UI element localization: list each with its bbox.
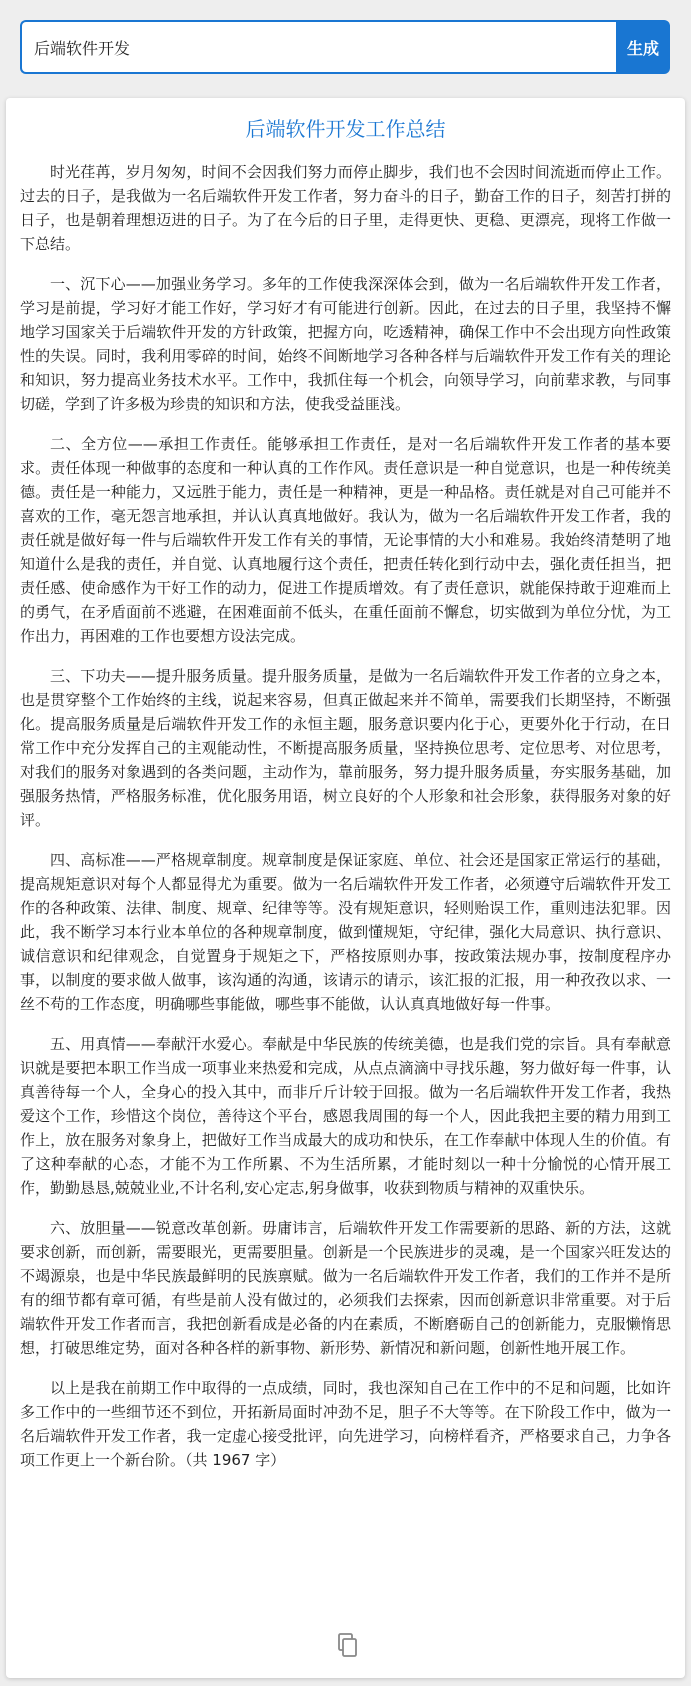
article-paragraph: 四、高标准——严格规章制度。规章制度是保证家庭、单位、社会还是国家正常运行的基础，提高规矩意识对每个人都显得尤为重要。做为一名后端软件开发工作者，必须遵守后端软件开发工作的各种政策、法律、制度、规章、纪律等等。没有规矩意识，轻则贻误工作，重则违法犯罪。因此，我不断学习本行业本单位的各种规章制度，做到懂规矩，守纪律，强化大局意识、执行意识、诚信意识和纪律观念，自觉置身于规矩之下，严格按原则办事，按政策法规办事，按制度程序办事，以制度的要求做人做事，该沟通的沟通，该请示的请示，该汇报的汇报，用一种孜孜以求、一丝不苟的工作态度，明确哪些事能做，哪些事不能做，认认真真地做好每一件事。 bbox=[20, 851, 671, 1013]
article-title: 后端软件开发工作总结 bbox=[245, 117, 446, 141]
copy-icon bbox=[336, 1632, 360, 1658]
article-paragraph: 以上是我在前期工作中取得的一点成绩，同时，我也深知自己在工作中的不足和问题，比如许多工作中的一些细节还不到位，开拓新局面时冲劲不足，胆子不大等等。在下阶段工作中，做为一名后端软件开发工作者，我一定虚心接受批评，向先进学习，向榜样看齐，严格要求自己，力争各项工作更上一个新台阶。（共 1967 字） bbox=[20, 1379, 671, 1469]
search-bar bbox=[20, 20, 670, 74]
article-paragraph: 三、下功夫——提升服务质量。提升服务质量，是做为一名后端软件开发工作者的立身之本，也是贯穿整个工作始终的主线，说起来容易，但真正做起来并不简单，需要我们长期坚持，不断强化。提高服务质量是后端软件开发工作的永恒主题，服务意识要内化于心，更要外化于行动，在日常工作中充分发挥自己的主观能动性，不断提高服务质量，坚持换位思考、定位思考、对位思考，对我们的服务对象遇到的各类问题，主动作为，靠前服务，努力提升服务质量，夯实服务基础，加强服务热情，严格服务标准，优化服务用语，树立良好的个人形象和社会形象，获得服务对象的好评。 bbox=[20, 667, 671, 829]
article-paragraph: 五、用真情——奉献汗水爱心。奉献是中华民族的传统美德，也是我们党的宗旨。具有奉献意识就是要把本职工作当成一项事业来热爱和完成，从点点滴滴中寻找乐趣，努力做好每一件事，认真善待每一个人，全身心的投入其中，而非斤斤计较于回报。做为一名后端软件开发工作者，我热爱这个工作，珍惜这个岗位，善待这个平台，感恩我周围的每一个人，因此我把主要的精力用到工作上，放在服务对象身上，把做好工作当成最大的成功和快乐，在工作奉献中体现人生的价值。有了这种奉献的心态，才能不为工作所累、不为生活所累，才能时刻以一种十分愉悦的心情开展工作，勤勤恳恳,兢兢业业,不计名利,安心定志,躬身做事，收获到物质与精神的双重快乐。 bbox=[20, 1035, 671, 1197]
article-paragraph: 二、全方位——承担工作责任。能够承担工作责任，是对一名后端软件开发工作者的基本要求。责任体现一种做事的态度和一种认真的工作作风。责任意识是一种自觉意识，也是一种传统美德。责任是一种能力，又远胜于能力，责任是一种精神，更是一种品格。责任就是对自己可能并不喜欢的工作，毫无怨言地承担，并认认真真地做好。我认为，做为一名后端软件开发工作者，我的责任就是做好每一件与后端软件开发工作有关的事情，无论事情的大小和难易。我始终清楚明了地知道什么是我的责任，并自觉、认真地履行这个责任，把责任转化到行动中去，强化责任担当，把责任感、使命感作为干好工作的动力，促进工作提质增效。有了责任意识，就能保持敢于迎难而上的勇气，在矛盾面前不逃避，在困难面前不低头，在重任面前不懈怠，切实做到为单位分忧，为工作出力，再困难的工作也要想方设法完成。 bbox=[20, 435, 671, 645]
search-input[interactable] bbox=[20, 20, 616, 74]
copy-button[interactable] bbox=[336, 1632, 360, 1658]
article-paragraph: 时光荏苒，岁月匆匆，时间不会因我们努力而停止脚步，我们也不会因时间流逝而停止工作。过去的日子，是我做为一名后端软件开发工作者，努力奋斗的日子，勤奋工作的日子，刻苦打拼的日子，也是朝着理想迈进的日子。为了在今后的日子里，走得更快、更稳、更漂亮，现将工作做一下总结。 bbox=[20, 163, 671, 253]
article-paragraph: 六、放胆量——锐意改革创新。毋庸讳言，后端软件开发工作需要新的思路、新的方法，这就要求创新，而创新，需要眼光，更需要胆量。创新是一个民族进步的灵魂，是一个国家兴旺发达的不竭源泉，也是中华民族最鲜明的民族禀赋。做为一名后端软件开发工作者，我们的工作并不是所有的细节都有章可循，有些是前人没有做过的，必须我们去探索，因而创新意识非常重要。对于后端软件开发工作者而言，我把创新看成是必备的内在素质，不断磨砺自己的创新能力，克服懒惰思想，打破思维定势，面对各种各样的新事物、新形势、新情况和新问题，创新性地开展工作。 bbox=[20, 1219, 671, 1357]
generate-button[interactable]: 生成 bbox=[616, 20, 670, 74]
article-card bbox=[6, 98, 685, 1678]
article-paragraph: 一、沉下心——加强业务学习。多年的工作使我深深体会到，做为一名后端软件开发工作者，学习是前提，学习好才能工作好，学习好才有可能进行创新。因此，在过去的日子里，我坚持不懈地学习国家关于后端软件开发的方针政策，把握方向，吃透精神，确保工作中不会出现方向性政策性的失误。同时，我利用零碎的时间，始终不间断地学习各种各样与后端软件开发工作有关的理论和知识，努力提高业务技术水平。工作中，我抓住每一个机会，向领导学习，向前辈求教，与同事切磋，学到了许多极为珍贵的知识和方法，使我受益匪浅。 bbox=[20, 275, 671, 413]
